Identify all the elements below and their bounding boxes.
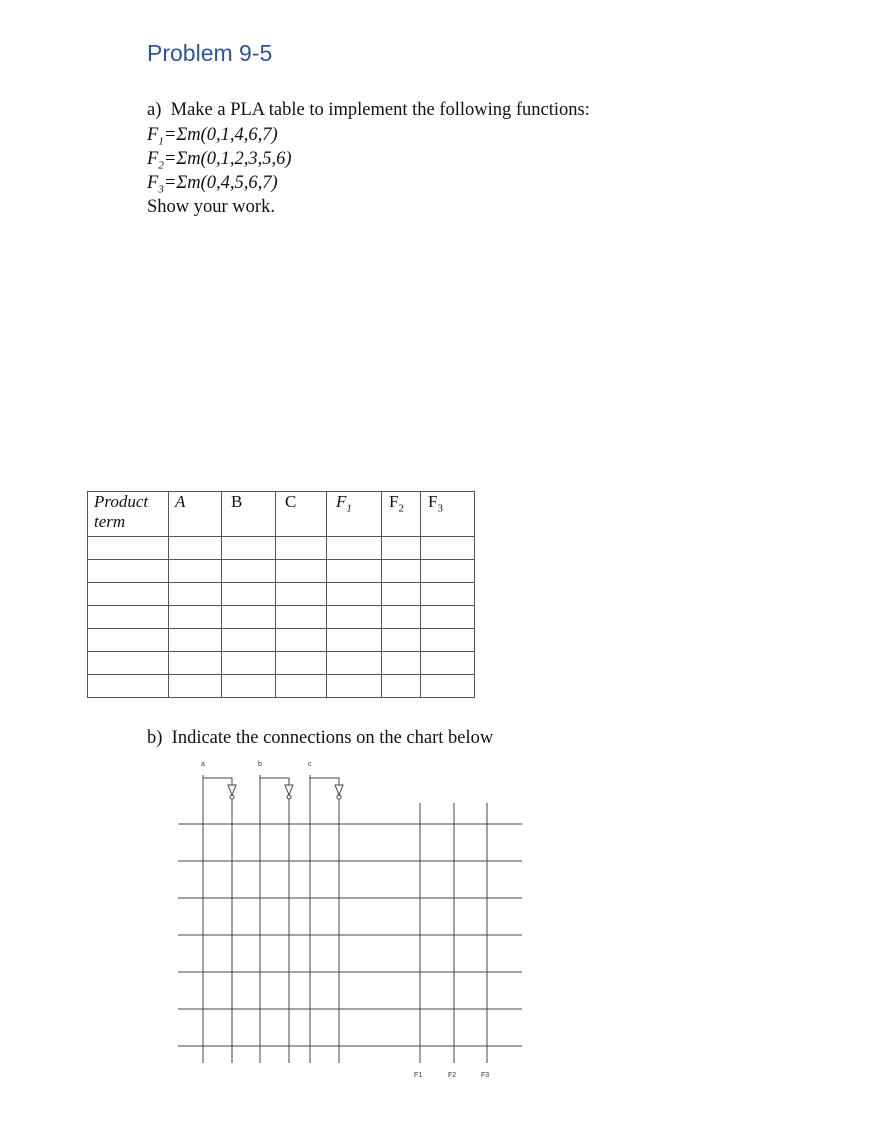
input-label-a: a bbox=[201, 761, 205, 768]
show-work-note: Show your work. bbox=[147, 197, 275, 217]
input-label-b: b bbox=[258, 761, 262, 768]
input-label-c: c bbox=[308, 761, 312, 768]
header-f2: $F_2$ bbox=[382, 492, 421, 537]
header-b: B bbox=[222, 492, 276, 537]
input-b-tap bbox=[260, 778, 289, 785]
output-label-f1: F1 bbox=[414, 1072, 423, 1079]
function-f1: $F_1=\Sigma m(0,1,4,6,7)$ bbox=[147, 125, 278, 148]
header-a: A bbox=[169, 492, 222, 537]
part-a-prompt: a) Make a PLA table to implement the following functions: bbox=[147, 100, 590, 120]
input-c-tap bbox=[310, 778, 339, 785]
function-f3: $F_3=\Sigma m(0,4,5,6,7)$ bbox=[147, 173, 278, 196]
part-b-prompt: b) Indicate the connections on the chart below bbox=[147, 728, 494, 748]
input-a-tap bbox=[203, 778, 232, 785]
header-product-term: Product term bbox=[88, 492, 169, 537]
header-f3: $F_3$ bbox=[421, 492, 475, 537]
inverter-c-icon bbox=[335, 785, 343, 795]
page-title: Problem 9-5 bbox=[147, 40, 273, 66]
inverter-a-icon bbox=[228, 785, 236, 795]
inverter-b-icon bbox=[285, 785, 293, 795]
function-f2: $F_2=\Sigma m(0,1,2,3,5,6)$ bbox=[147, 149, 292, 172]
output-label-f2: F2 bbox=[448, 1072, 457, 1079]
header-f1: $F_1$ bbox=[327, 492, 382, 537]
header-c: C bbox=[276, 492, 327, 537]
output-label-f3: F3 bbox=[481, 1072, 490, 1079]
